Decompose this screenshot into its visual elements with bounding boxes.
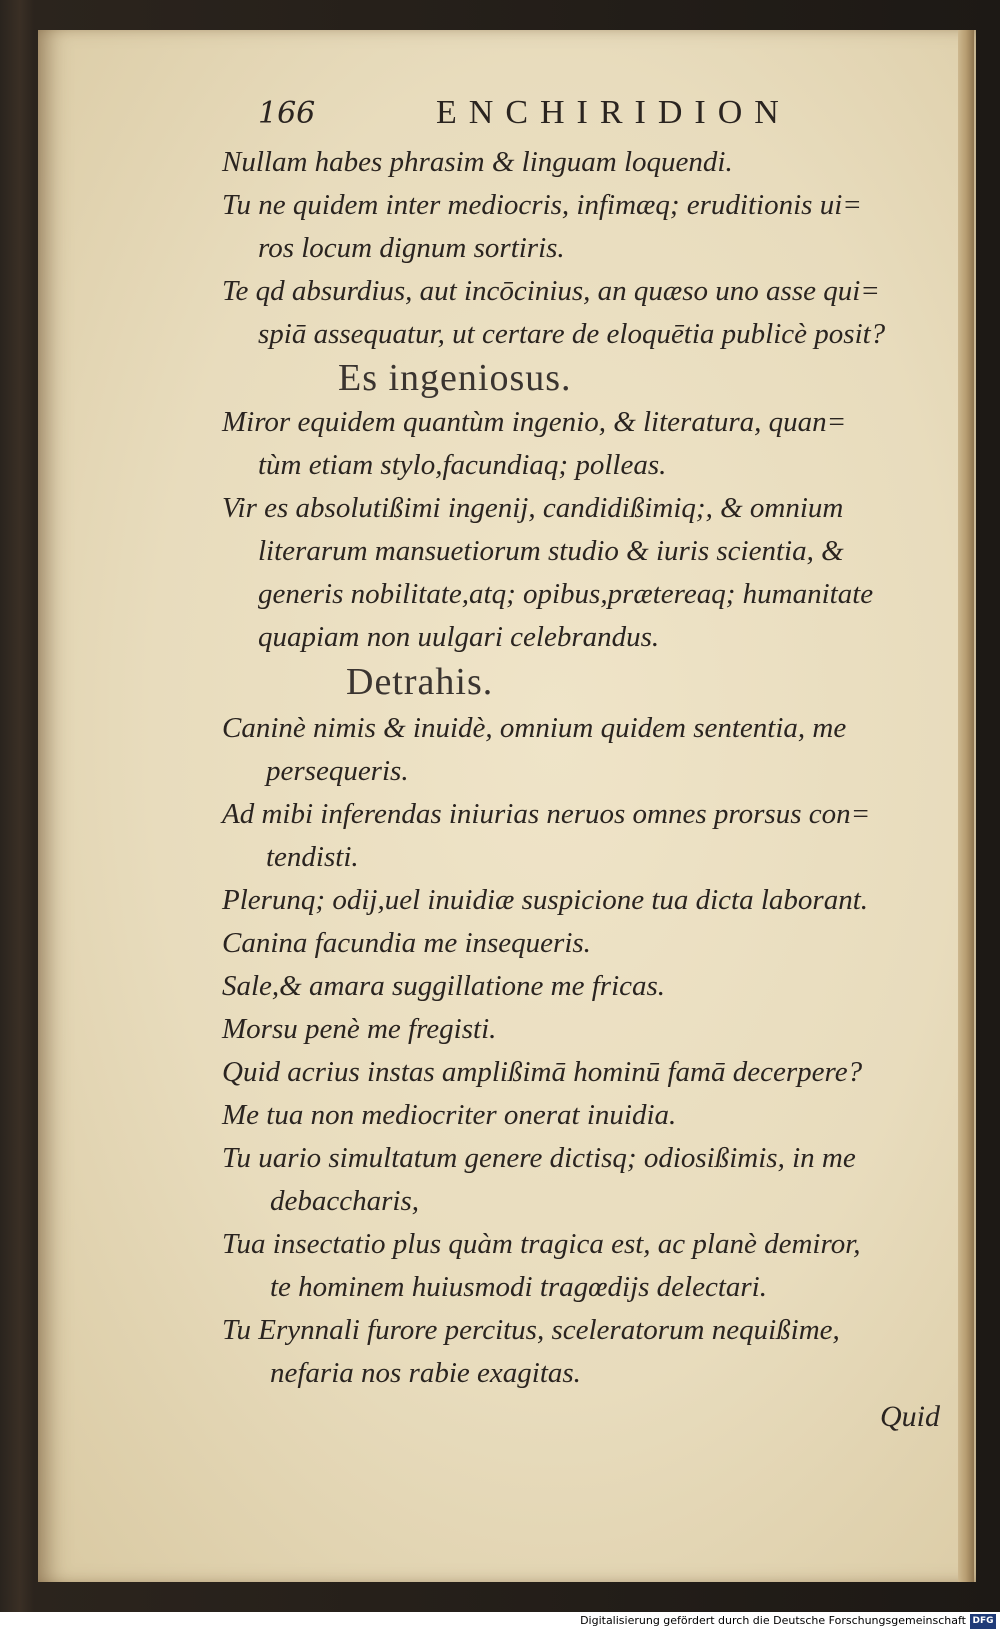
text-line: te hominem huiusmodi tragœdijs delectari. (270, 1271, 767, 1303)
text-line: tendisti. (266, 841, 359, 873)
text-line: spiā assequatur, ut certare de eloquētia publicè posit? (258, 318, 886, 350)
text-line: Te qd absurdius, aut incōcinius, an quæso uno asse qui= (222, 275, 880, 307)
catchword: Quid (880, 1400, 940, 1433)
text-line: Canina facundia me insequeris. (222, 927, 591, 959)
text-line: Plerunq; odij,uel inuidiæ suspicione tua dicta laborant. (222, 884, 869, 916)
text-line: Tua insectatio plus quàm tragica est, ac planè demiror, (222, 1228, 861, 1260)
text-line: Miror equidem quantùm ingenio, & literatura, quan= (222, 406, 847, 438)
text-line: Me tua non mediocriter onerat inuidia. (222, 1099, 677, 1131)
text-line: Nullam habes phrasim & linguam loquendi. (222, 146, 733, 178)
text-line: Ad mibi inferendas iniurias neruos omnes prorsus con= (222, 798, 871, 830)
text-line: quapiam non uulgari celebrandus. (258, 621, 660, 653)
text-line: Tu uario simultatum genere dictisq; odiosißimis, in me (222, 1142, 856, 1174)
text-line: generis nobilitate,atq; opibus,prætereaq; humanitate (258, 578, 874, 610)
section-heading: Es ingeniosus. (338, 357, 572, 399)
text-line: Tu Erynnali furore percitus, sceleratorum nequißime, (222, 1314, 840, 1346)
text-line: nefaria nos rabie exagitas. (270, 1357, 581, 1389)
text-line: Sale,& amara suggillatione me fricas. (222, 970, 666, 1002)
text-line: Vir es absolutißimi ingenij, candidißimiq;, & omnium (222, 492, 844, 524)
text-line: Tu ne quidem inter mediocris, infimæq; eruditionis ui= (222, 189, 862, 221)
text-line: tùm etiam stylo,facundiaq; polleas. (258, 449, 667, 481)
text-line: ros locum dignum sortiris. (258, 232, 565, 264)
text-line: Morsu penè me fregisti. (222, 1013, 497, 1045)
text-line: Caninè nimis & inuidè, omnium quidem sententia, me (222, 712, 847, 744)
text-line: debaccharis, (270, 1185, 419, 1217)
section-heading: Detrahis. (346, 661, 494, 703)
text-line: persequeris. (266, 755, 409, 787)
dfg-logo-icon: DFG (970, 1614, 996, 1629)
page-number: 166 (258, 96, 316, 131)
text-line: Quid acrius instas amplißimā hominū famā decerpere? (222, 1056, 863, 1088)
funding-credit: Digitalisierung gefördert durch die Deutsche Forschungsgemeinschaft (580, 1614, 966, 1627)
running-title: ENCHIRIDION (436, 94, 791, 131)
text-line: literarum mansuetiorum studio & iuris scientia, & (258, 535, 844, 567)
